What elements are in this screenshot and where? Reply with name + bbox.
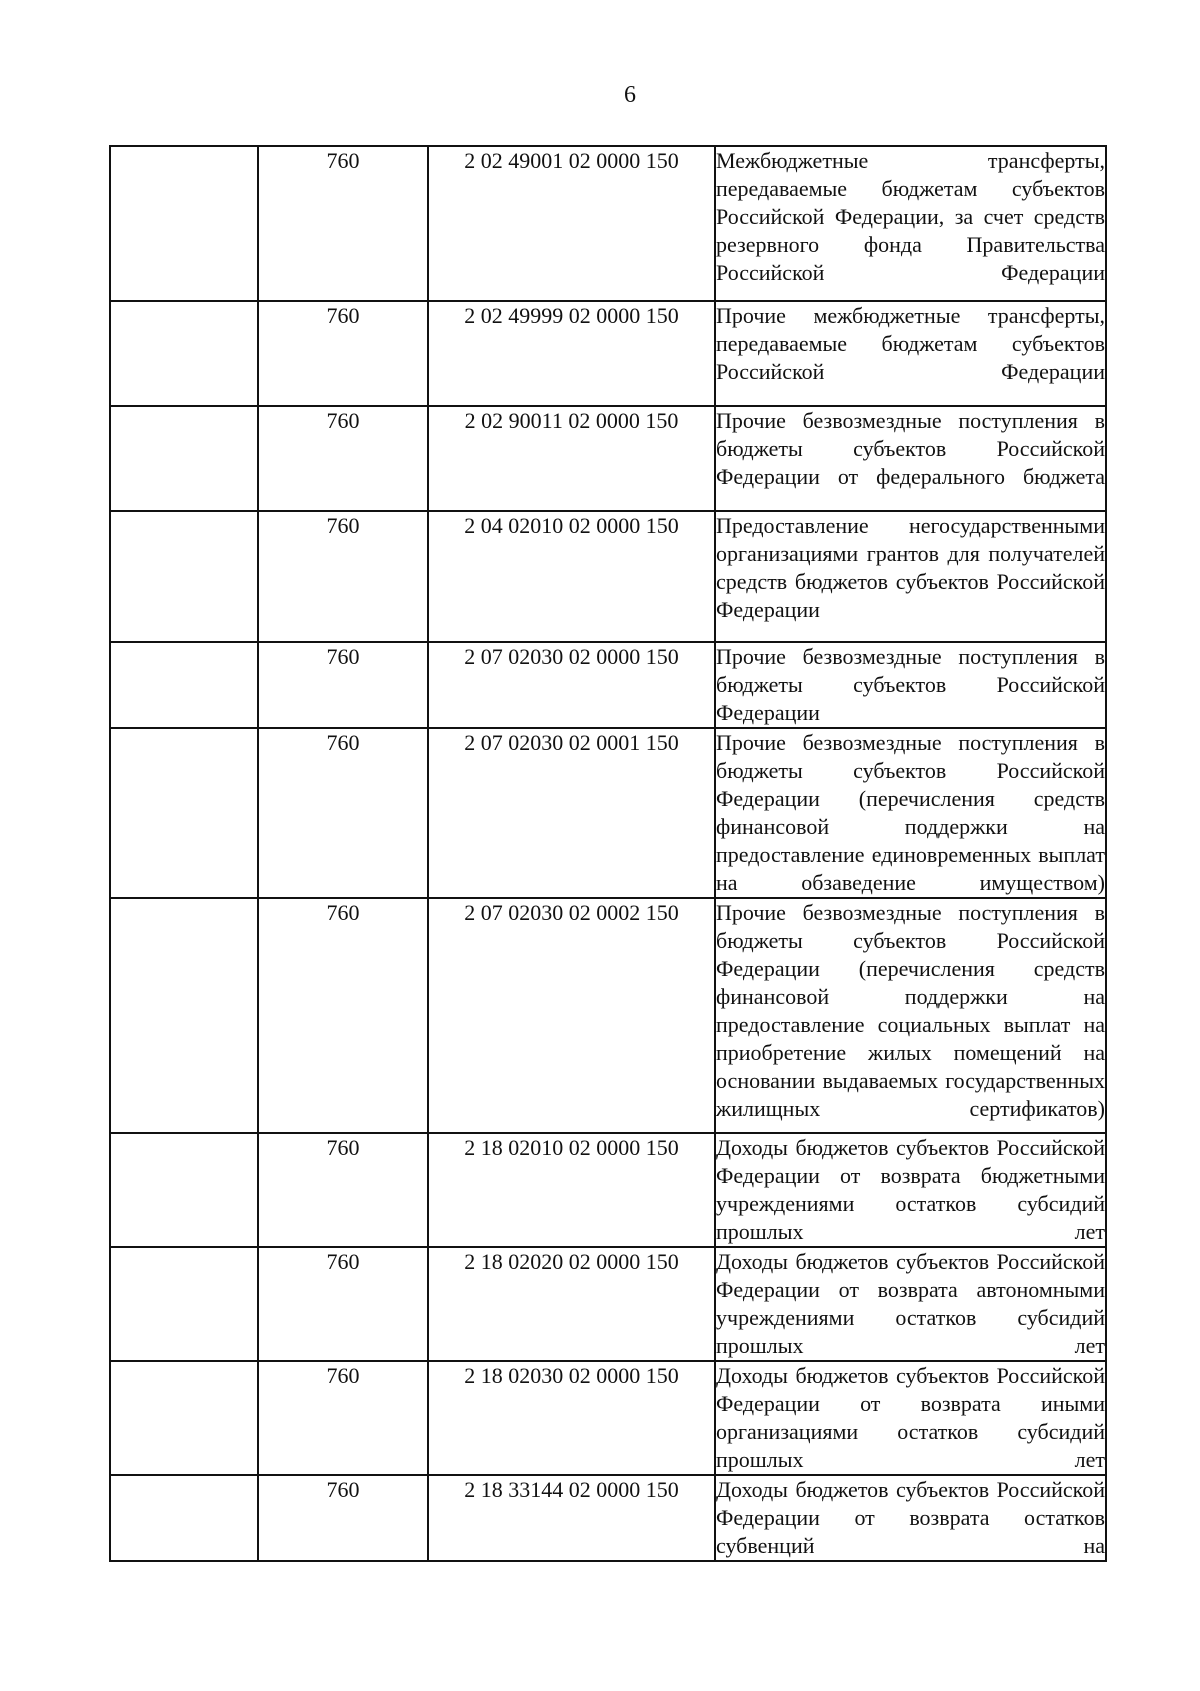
revenue-name-cell: Прочие безвозмездные поступления в бюджеты субъектов Российской Федерации от федерального бюджета <box>715 406 1106 511</box>
empty-cell <box>110 406 258 511</box>
admin-code-cell: 760 <box>258 301 428 406</box>
budget-code-cell: 2 07 02030 02 0002 150 <box>428 898 715 1133</box>
table-row <box>110 1475 1106 1561</box>
budget-code-cell: 2 07 02030 02 0000 150 <box>428 642 715 728</box>
admin-code-cell: 760 <box>258 642 428 728</box>
admin-code-cell: 760 <box>258 898 428 1133</box>
revenue-name-cell: Прочие безвозмездные поступления в бюджеты субъектов Российской Федерации (перечисления средств финансовой поддержки на предоставление единовременных выплат на обзаведение имуществом) <box>715 728 1106 898</box>
admin-code-cell: 760 <box>258 146 428 301</box>
budget-code-cell: 2 04 02010 02 0000 150 <box>428 511 715 642</box>
budget-code-cell: 2 02 49999 02 0000 150 <box>428 301 715 406</box>
empty-cell <box>110 301 258 406</box>
revenue-codes-table <box>109 145 1107 1562</box>
empty-cell <box>110 1475 258 1561</box>
revenue-name-cell: Прочие безвозмездные поступления в бюджеты субъектов Российской Федерации (перечисления средств финансовой поддержки на предоставление социальных выплат на приобретение жилых помещений на основании выдаваемых государственных жилищных сертификатов) <box>715 898 1106 1133</box>
page-number: 6 <box>624 82 636 108</box>
table-row <box>110 511 1106 642</box>
table-row <box>110 1247 1106 1361</box>
table-row <box>110 1133 1106 1247</box>
empty-cell <box>110 146 258 301</box>
table-row <box>110 301 1106 406</box>
revenue-name-cell: Предоставление негосударственными организациями грантов для получателей средств бюджетов субъектов Российской Федерации <box>715 511 1106 642</box>
empty-cell <box>110 1361 258 1475</box>
revenue-name-cell: Доходы бюджетов субъектов Российской Федерации от возврата иными организациями остатков субсидий прошлых лет <box>715 1361 1106 1475</box>
empty-cell <box>110 642 258 728</box>
admin-code-cell: 760 <box>258 511 428 642</box>
budget-code-cell: 2 07 02030 02 0001 150 <box>428 728 715 898</box>
revenue-name-cell: Доходы бюджетов субъектов Российской Федерации от возврата бюджетными учреждениями остатков субсидий прошлых лет <box>715 1133 1106 1247</box>
table-row <box>110 146 1106 301</box>
table-row <box>110 406 1106 511</box>
revenue-name-cell: Доходы бюджетов субъектов Российской Федерации от возврата автономными учреждениями остатков субсидий прошлых лет <box>715 1247 1106 1361</box>
admin-code-cell: 760 <box>258 1247 428 1361</box>
admin-code-cell: 760 <box>258 1361 428 1475</box>
budget-code-cell: 2 02 90011 02 0000 150 <box>428 406 715 511</box>
empty-cell <box>110 728 258 898</box>
budget-code-cell: 2 18 02010 02 0000 150 <box>428 1133 715 1247</box>
budget-code-cell: 2 18 02030 02 0000 150 <box>428 1361 715 1475</box>
table-row <box>110 1361 1106 1475</box>
admin-code-cell: 760 <box>258 406 428 511</box>
table-body <box>110 146 1106 1561</box>
budget-code-cell: 2 02 49001 02 0000 150 <box>428 146 715 301</box>
admin-code-cell: 760 <box>258 1133 428 1247</box>
budget-code-cell: 2 18 02020 02 0000 150 <box>428 1247 715 1361</box>
revenue-name-cell: Межбюджетные трансферты, передаваемые бюджетам субъектов Российской Федерации, за счет средств резервного фонда Правительства Российской Федерации <box>715 146 1106 301</box>
empty-cell <box>110 511 258 642</box>
admin-code-cell: 760 <box>258 728 428 898</box>
empty-cell <box>110 1247 258 1361</box>
table-row <box>110 898 1106 1133</box>
admin-code-cell: 760 <box>258 1475 428 1561</box>
budget-code-cell: 2 18 33144 02 0000 150 <box>428 1475 715 1561</box>
table-row <box>110 642 1106 728</box>
table-row <box>110 728 1106 898</box>
revenue-name-cell: Прочие межбюджетные трансферты, передаваемые бюджетам субъектов Российской Федерации <box>715 301 1106 406</box>
revenue-name-cell: Прочие безвозмездные поступления в бюджеты субъектов Российской Федерации <box>715 642 1106 728</box>
revenue-name-cell: Доходы бюджетов субъектов Российской Федерации от возврата остатков субвенций на <box>715 1475 1106 1561</box>
empty-cell <box>110 1133 258 1247</box>
empty-cell <box>110 898 258 1133</box>
